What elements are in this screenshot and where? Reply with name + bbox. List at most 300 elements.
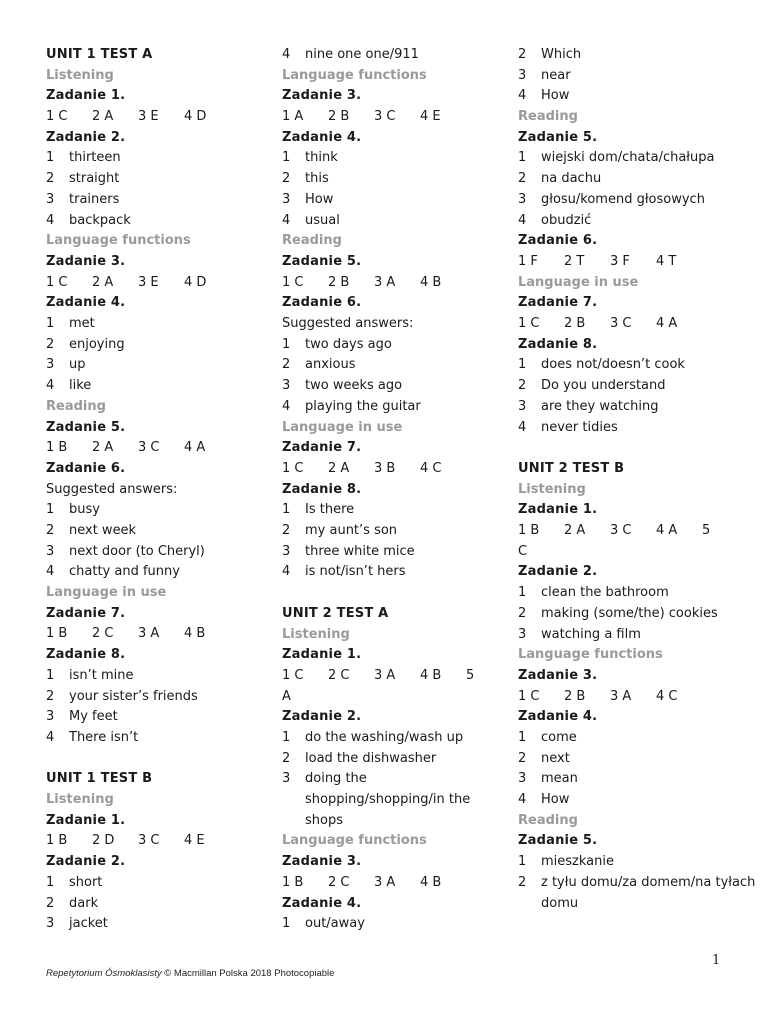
item-answer: How [541, 88, 570, 104]
item-answer: Which [541, 47, 582, 62]
item-number: 2 [282, 523, 291, 539]
answer-choice: 1 B [46, 833, 68, 849]
answer-item [46, 211, 271, 232]
section-label: Language functions [518, 647, 663, 663]
spacer [518, 438, 758, 459]
item-number: 2 [518, 378, 527, 394]
answer-choice: 2 C [92, 626, 114, 642]
answer-choice: 5 [466, 667, 475, 683]
answer-key-column-3 [518, 45, 758, 914]
instruction-text: Suggested answers: [282, 316, 414, 332]
spacer [282, 583, 507, 604]
task-heading: Zadanie 7. [282, 440, 362, 456]
item-number: 4 [518, 212, 527, 228]
item-answer: met [69, 316, 95, 332]
answer-item [518, 45, 758, 66]
section-label: Language functions [282, 67, 427, 83]
answer-choice: 4 B [420, 667, 442, 683]
answer-choice: 1 A [282, 109, 304, 125]
answer-item [46, 521, 271, 542]
item-answer: think [305, 150, 338, 166]
answer-item [282, 45, 507, 66]
answer-row [518, 314, 758, 335]
page-number: 1 [712, 953, 721, 968]
task-heading: Zadanie 7. [518, 295, 598, 311]
item-number: 2 [46, 171, 55, 187]
task-heading: Zadanie 3. [46, 253, 126, 269]
answer-item [518, 355, 758, 376]
item-answer: watching a film [541, 626, 641, 642]
answer-choice: 3 A [374, 874, 396, 890]
section-label: Language functions [46, 233, 191, 249]
answer-choice: 3 F [610, 253, 630, 269]
answer-item [518, 418, 758, 439]
answer-item [46, 914, 271, 935]
item-number: 2 [46, 336, 55, 352]
item-number: 3 [282, 378, 291, 394]
answer-choice: 3 C [374, 109, 396, 125]
item-answer: There isn’t [69, 729, 139, 745]
answer-item [282, 211, 507, 232]
answer-item [282, 169, 507, 190]
section-label: Listening [46, 67, 114, 83]
answer-item [46, 562, 271, 583]
test-title: UNIT 1 TEST A [46, 47, 153, 62]
item-answer: thirteen [69, 150, 121, 166]
item-number: 4 [518, 792, 527, 808]
item-number: 2 [518, 605, 527, 621]
answer-item [518, 169, 758, 190]
answer-row [282, 107, 507, 128]
item-number: 1 [282, 916, 291, 932]
section-label: Language in use [282, 419, 403, 435]
item-number: 2 [518, 750, 527, 766]
answer-item [518, 86, 758, 107]
task-heading: Zadanie 5. [518, 129, 598, 145]
answer-item [46, 894, 271, 915]
item-answer: does not/doesn’t cook [541, 357, 685, 373]
item-answer: nine one one/911 [305, 47, 419, 62]
item-answer: do the washing/wash up [305, 729, 464, 745]
answer-choice: 3 C [610, 523, 632, 539]
item-number: 2 [282, 171, 291, 187]
answer-choice: 2 A [92, 109, 114, 125]
answer-item [518, 211, 758, 232]
item-number: 4 [46, 378, 55, 394]
answer-item [518, 148, 758, 169]
section-label: Reading [282, 233, 342, 249]
item-number: 1 [46, 316, 55, 332]
answer-choice: 4 B [420, 274, 442, 290]
item-number: 1 [282, 729, 291, 745]
item-number: 4 [282, 398, 291, 414]
answer-choice: 2 B [328, 274, 350, 290]
answer-choice: 2 T [564, 253, 585, 269]
answer-choice: 2 C [328, 874, 350, 890]
answer-choice: 2 A [328, 460, 350, 476]
answer-item [518, 728, 758, 749]
task-heading: Zadanie 4. [518, 709, 598, 725]
answer-choice: 2 D [92, 833, 115, 849]
answer-item [282, 769, 507, 831]
answer-item [282, 335, 507, 356]
answer-item [518, 190, 758, 211]
item-answer: never tidies [541, 419, 618, 435]
answer-choice: 3 C [610, 316, 632, 332]
item-answer: How [305, 191, 334, 207]
task-heading: Zadanie 8. [282, 481, 362, 497]
answer-item [46, 666, 271, 687]
task-heading: Zadanie 4. [282, 895, 362, 911]
instruction-text: Suggested answers: [46, 481, 178, 497]
spacer [46, 749, 271, 770]
answer-choice: 1 F [518, 253, 538, 269]
answer-item [282, 749, 507, 770]
item-answer: z tyłu domu/za domem/na tyłach domu [541, 874, 756, 911]
answer-choice: 1 B [46, 626, 68, 642]
item-number: 3 [46, 916, 55, 932]
answer-choice: 4 A [184, 440, 206, 456]
item-answer: are they watching [541, 398, 659, 414]
item-number: 3 [518, 626, 527, 642]
answer-item [282, 148, 507, 169]
task-heading: Zadanie 1. [282, 647, 362, 663]
item-number: 2 [282, 357, 291, 373]
task-heading: Zadanie 6. [518, 233, 598, 249]
item-answer: up [69, 357, 86, 373]
task-heading: Zadanie 5. [46, 419, 126, 435]
section-label: Language in use [518, 274, 639, 290]
item-answer: mieszkanie [541, 854, 614, 870]
item-number: 1 [518, 585, 527, 601]
item-answer: is not/isn’t hers [305, 564, 406, 580]
answer-item [282, 728, 507, 749]
item-number: 1 [518, 729, 527, 745]
task-heading: Zadanie 3. [282, 854, 362, 870]
answer-item [282, 500, 507, 521]
item-number: 1 [518, 357, 527, 373]
item-answer: How [541, 792, 570, 808]
answer-choice: 2 C [328, 667, 350, 683]
answer-item [282, 397, 507, 418]
item-number: 2 [46, 688, 55, 704]
item-answer: out/away [305, 916, 365, 932]
item-answer: straight [69, 171, 120, 187]
footer-copyright: © Macmillan Polska 2018 Photocopiable [161, 968, 335, 979]
item-answer: come [541, 729, 577, 745]
item-answer: My feet [69, 709, 118, 725]
answer-item [518, 604, 758, 625]
task-heading: Zadanie 5. [518, 833, 598, 849]
answer-item [518, 583, 758, 604]
answer-item [282, 190, 507, 211]
answer-item [518, 769, 758, 790]
answer-choice: 1 C [518, 688, 540, 704]
task-heading: Zadanie 6. [46, 460, 126, 476]
answer-choice: 3 B [374, 460, 396, 476]
item-answer: two weeks ago [305, 378, 403, 394]
answer-choice: 1 C [282, 460, 304, 476]
answer-choice: 4 E [420, 109, 441, 125]
answer-key-column-1 [46, 45, 271, 935]
answer-choice: 4 D [184, 109, 207, 125]
item-number: 3 [518, 398, 527, 414]
answer-choice: 2 A [92, 274, 114, 290]
answer-choice-continued: A [282, 688, 291, 704]
answer-choice: 1 B [46, 440, 68, 456]
item-number: 2 [518, 171, 527, 187]
answer-row [46, 273, 271, 294]
item-answer: anxious [305, 357, 356, 373]
answer-item [46, 314, 271, 335]
item-answer: short [69, 874, 103, 890]
section-label: Listening [518, 481, 586, 497]
test-title: UNIT 1 TEST B [46, 771, 153, 787]
item-number: 3 [46, 543, 55, 559]
item-answer: mean [541, 771, 578, 787]
item-answer: na dachu [541, 171, 602, 187]
answer-item [518, 873, 758, 914]
item-answer: obudzić [541, 212, 592, 228]
answer-item [282, 914, 507, 935]
item-number: 1 [46, 150, 55, 166]
task-heading: Zadanie 5. [282, 253, 362, 269]
answer-row [46, 624, 271, 645]
answer-choice: 4 D [184, 274, 207, 290]
item-number: 4 [46, 564, 55, 580]
answer-choice: 2 A [92, 440, 114, 456]
item-answer: chatty and funny [69, 564, 180, 580]
item-answer: backpack [69, 212, 131, 228]
answer-item [46, 335, 271, 356]
answer-choice: 2 B [564, 316, 586, 332]
item-answer: Do you understand [541, 378, 666, 394]
answer-item [282, 376, 507, 397]
item-answer: next door (to Cheryl) [69, 543, 205, 559]
item-number: 1 [518, 854, 527, 870]
task-heading: Zadanie 7. [46, 605, 126, 621]
answer-choice: 3 C [138, 440, 160, 456]
item-answer: load the dishwasher [305, 750, 437, 766]
item-answer: near [541, 67, 571, 83]
answer-choice: 4 B [420, 874, 442, 890]
answer-choice: 4 A [656, 316, 678, 332]
item-answer: usual [305, 212, 340, 228]
answer-row [46, 831, 271, 852]
item-number: 3 [518, 771, 527, 787]
item-answer: making (some/the) cookies [541, 605, 718, 621]
item-number: 2 [46, 523, 55, 538]
task-heading: Zadanie 8. [518, 336, 598, 352]
answer-choice: 1 B [282, 874, 304, 890]
answer-item [46, 707, 271, 728]
item-number: 1 [518, 150, 527, 166]
answer-choice: 4 C [420, 460, 442, 476]
answer-choice: 4 E [184, 833, 205, 849]
answer-item [46, 728, 271, 749]
answer-row [518, 521, 758, 562]
item-number: 4 [282, 212, 291, 228]
item-number: 4 [282, 47, 291, 62]
answer-choice: 3 E [138, 109, 159, 125]
item-number: 2 [518, 47, 527, 62]
task-heading: Zadanie 4. [46, 295, 126, 311]
section-label: Language functions [282, 833, 427, 849]
answer-item [46, 376, 271, 397]
answer-choice: 1 B [518, 523, 540, 539]
item-number: 4 [46, 212, 55, 228]
answer-item [518, 790, 758, 811]
item-number: 1 [46, 874, 55, 890]
item-number: 3 [518, 191, 527, 207]
answer-choice: 4 A [656, 523, 678, 539]
answer-item [282, 521, 507, 542]
page-footer [46, 968, 334, 979]
item-number: 3 [282, 771, 291, 787]
answer-choice: 3 C [138, 833, 160, 849]
answer-row [46, 107, 271, 128]
item-number: 3 [282, 191, 291, 207]
section-label: Listening [46, 792, 114, 808]
item-answer: next week [69, 523, 137, 538]
answer-row [282, 459, 507, 480]
item-answer: busy [69, 502, 100, 518]
answer-choice: 1 C [518, 316, 540, 332]
answer-choice: 5 [702, 523, 711, 539]
task-heading: Zadanie 3. [518, 667, 598, 683]
answer-item [518, 397, 758, 418]
item-number: 1 [46, 667, 55, 683]
answer-key-column-2 [282, 45, 507, 935]
item-answer: Is there [305, 502, 355, 518]
item-number: 3 [518, 67, 527, 83]
item-number: 4 [518, 419, 527, 435]
item-answer: enjoying [69, 336, 125, 352]
item-answer: this [305, 171, 329, 187]
answer-choice: 4 T [656, 253, 677, 269]
answer-item [46, 148, 271, 169]
item-number: 4 [46, 729, 55, 745]
item-number: 1 [282, 502, 291, 518]
answer-item [46, 542, 271, 563]
answer-item [46, 500, 271, 521]
item-number: 3 [282, 543, 291, 559]
task-heading: Zadanie 6. [282, 295, 362, 311]
answer-choice-continued: C [518, 543, 528, 559]
item-answer: my aunt’s son [305, 523, 398, 539]
answer-choice: 3 A [374, 274, 396, 290]
answer-item [46, 687, 271, 708]
item-number: 3 [46, 357, 55, 373]
task-heading: Zadanie 1. [46, 88, 126, 104]
task-heading: Zadanie 4. [282, 129, 362, 145]
answer-item [282, 355, 507, 376]
task-heading: Zadanie 1. [46, 812, 126, 828]
test-title: UNIT 2 TEST A [282, 605, 389, 621]
answer-row [518, 252, 758, 273]
item-number: 2 [518, 874, 527, 890]
answer-choice: 2 B [564, 688, 586, 704]
section-label: Listening [282, 626, 350, 642]
answer-choice: 2 A [564, 523, 586, 539]
answer-item [518, 625, 758, 646]
section-label: Reading [518, 812, 578, 828]
task-heading: Zadanie 2. [518, 564, 598, 580]
answer-choice: 2 B [328, 109, 350, 125]
task-heading: Zadanie 8. [46, 647, 126, 663]
item-number: 1 [282, 336, 291, 352]
answer-choice: 3 E [138, 274, 159, 290]
item-answer: wiejski dom/chata/chałupa [541, 150, 715, 166]
answer-row [282, 273, 507, 294]
answer-item [518, 66, 758, 87]
item-answer: like [69, 378, 92, 394]
answer-item [518, 376, 758, 397]
task-heading: Zadanie 1. [518, 502, 598, 518]
item-answer: next [541, 750, 570, 766]
item-number: 3 [46, 191, 55, 207]
answer-choice: 3 A [610, 688, 632, 704]
answer-choice: 1 C [46, 274, 68, 290]
item-answer: doing the shopping/shopping/in the shops [305, 771, 471, 828]
footer-book-title: Repetytorium Ósmoklasisty [46, 968, 162, 979]
section-label: Reading [518, 109, 578, 125]
answer-choice: 1 C [46, 109, 68, 125]
answer-item [518, 852, 758, 873]
item-number: 1 [46, 502, 55, 518]
answer-choice: 3 A [374, 667, 396, 683]
item-number: 3 [46, 709, 55, 725]
task-heading: Zadanie 2. [282, 709, 362, 725]
answer-choice: 4 C [656, 688, 678, 704]
task-heading: Zadanie 3. [282, 88, 362, 104]
answer-choice: 1 C [282, 274, 304, 290]
item-number: 2 [282, 750, 291, 766]
item-answer: three white mice [305, 543, 415, 559]
answer-choice: 4 B [184, 626, 206, 642]
item-answer: dark [69, 895, 99, 911]
answer-choice: 3 A [138, 626, 160, 642]
answer-item [282, 562, 507, 583]
item-answer: trainers [69, 191, 120, 207]
answer-row [282, 666, 507, 707]
item-answer: głosu/komend głosowych [541, 191, 705, 207]
answer-choice: 1 C [282, 667, 304, 683]
answer-row [282, 873, 507, 894]
section-label: Reading [46, 398, 106, 414]
item-answer: your sister’s friends [69, 688, 198, 704]
item-number: 2 [46, 895, 55, 911]
item-answer: isn’t mine [69, 667, 134, 683]
answer-item [46, 169, 271, 190]
answer-item [46, 355, 271, 376]
answer-item [518, 749, 758, 770]
section-label: Language in use [46, 585, 167, 601]
answer-item [46, 190, 271, 211]
answer-row [518, 687, 758, 708]
task-heading: Zadanie 2. [46, 854, 126, 870]
item-answer: clean the bathroom [541, 585, 669, 601]
item-number: 4 [282, 564, 291, 580]
answer-item [46, 873, 271, 894]
test-title: UNIT 2 TEST B [518, 460, 625, 476]
answer-item [282, 542, 507, 563]
item-answer: two days ago [305, 336, 392, 352]
task-heading: Zadanie 2. [46, 129, 126, 145]
item-number: 1 [282, 150, 291, 166]
item-answer: playing the guitar [305, 398, 421, 414]
item-answer: jacket [69, 916, 108, 932]
